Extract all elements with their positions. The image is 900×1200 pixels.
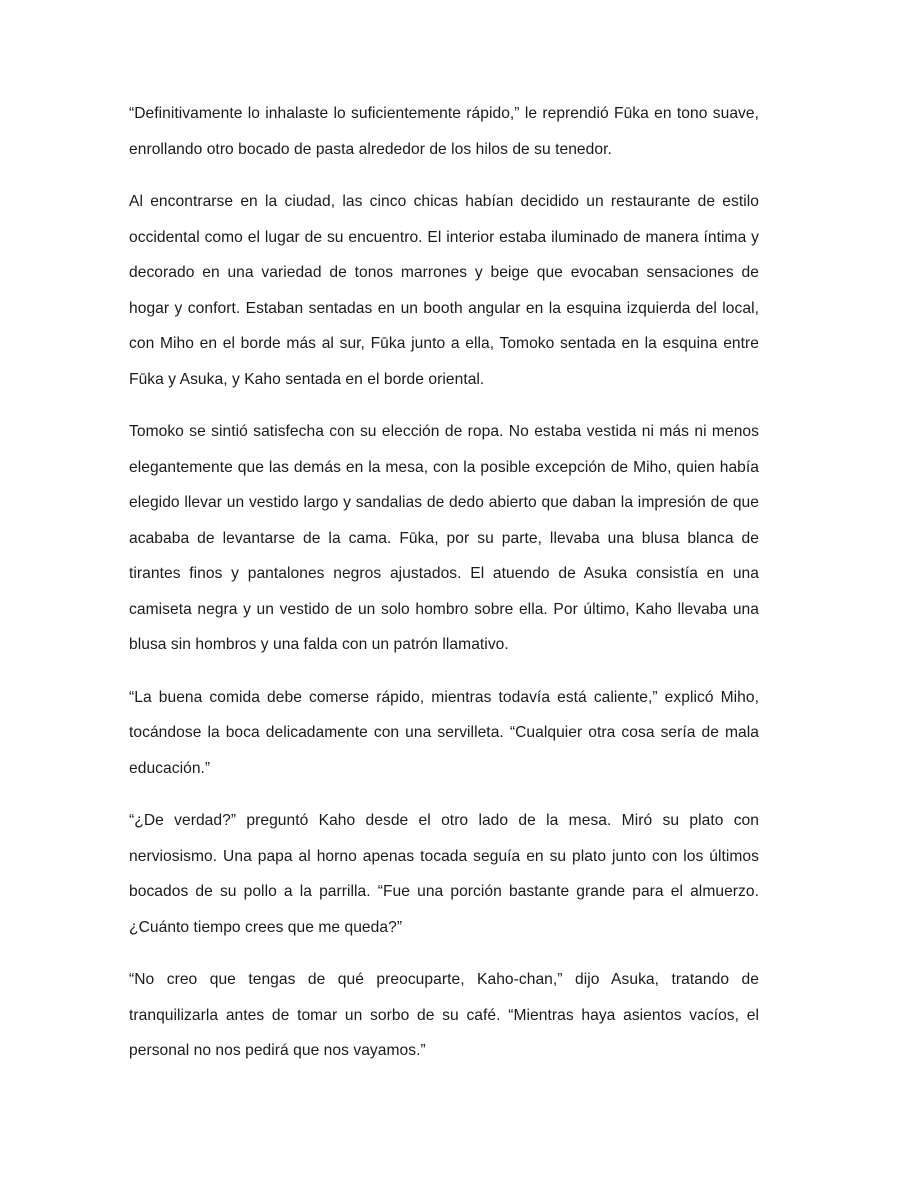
- paragraph: Tomoko se sintió satisfecha con su elección de ropa. No estaba vestida ni más ni menos elegantemente que las demás en la mesa, con la posible excepción de Miho, quien había elegido llevar un vestido largo y sandalias de dedo abierto que daban la impresión de que acababa de levantarse de la cama. Fūka, por su parte, llevaba una blusa blanca de tirantes finos y pantalones negros ajustados. El atuendo de Asuka consistía en una camiseta negra y un vestido de un solo hombro sobre ella. Por último, Kaho llevaba una blusa sin hombros y una falda con un patrón llamativo.: [129, 423, 759, 653]
- text-body: [129, 96, 759, 1086]
- paragraph: “La buena comida debe comerse rápido, mientras todavía está caliente,” explicó Miho, tocándose la boca delicadamente con una servilleta. “Cualquier otra cosa sería de mala educación.”: [129, 688, 759, 777]
- paragraph: “No creo que tengas de qué preocuparte, Kaho-chan,” dijo Asuka, tratando de tranquilizarla antes de tomar un sorbo de su café. “Mientras haya asientos vacíos, el personal no nos pedirá que nos vayamos.”: [129, 971, 759, 1059]
- paragraph: Al encontrarse en la ciudad, las cinco chicas habían decidido un restaurante de estilo occidental como el lugar de su encuentro. El interior estaba iluminado de manera íntima y decorado en una variedad de tonos marrones y beige que evocaban sensaciones de hogar y confort. Estaban sentadas en un booth angular en la esquina izquierda del local, con Miho en el borde más al sur, Fūka junto a ella, Tomoko sentada en la esquina entre Fūka y Asuka, y Kaho sentada en el borde oriental.: [129, 193, 759, 388]
- paragraph: “¿De verdad?” preguntó Kaho desde el otro lado de la mesa. Miró su plato con nerviosismo. Una papa al horno apenas tocada seguía en su plato junto con los últimos bocados de su pollo a la parrilla. “Fue una porción bastante grande para el almuerzo. ¿Cuánto tiempo crees que me queda?”: [129, 812, 759, 936]
- paragraph: “Definitivamente lo inhalaste lo suficientemente rápido,” le reprendió Fūka en tono suave, enrollando otro bocado de pasta alrededor de los hilos de su tenedor.: [129, 105, 759, 158]
